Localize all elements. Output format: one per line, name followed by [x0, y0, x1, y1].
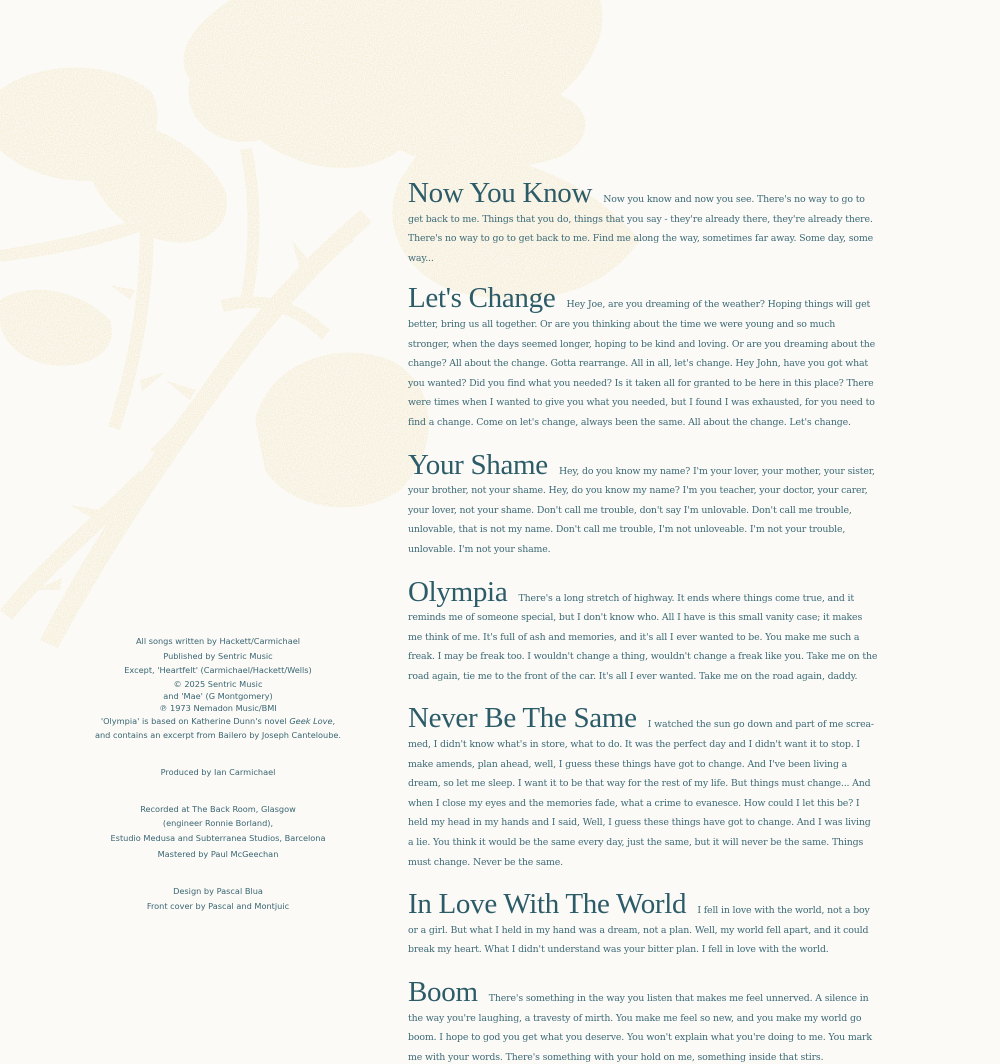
credit-mastered: Mastered by Paul McGeechan — [157, 849, 279, 860]
song-title: Boom — [408, 976, 478, 1008]
credit-bailero: and contains an excerpt from Bailero by Joseph Canteloube. — [94, 730, 342, 741]
credit-olympia-comma: , — [332, 715, 336, 726]
credit-copyright: © 2025 Sentric Music — [173, 678, 263, 689]
song-lyrics: Hey Joe, are you dreaming of the weather? Hoping things will get better, bring us all together. Or are you thinking about the time we were young and so much stronger, when the days seemed longer, hoping to be kind and loving. Or are you dreaming about the change? All about the change. Gotta rearrange. All in all, let's change. Hey John, have you got what you wanted? Did you find what you needed? Is it taken all for granted to be here in this place? There were times when I wanted to give you what you needed, but I found I was exhausted, for you need to find a change. Come on let's change, always been the same. All about the change. Let's change. — [408, 299, 876, 428]
song-lyrics: There's a long stretch of highway. It ends where things come true, and it reminds me of someone special, but I don't know who. All I have is this small vanity case; it makes me think of me. It's full of ash and memories, and it's all I ever wanted to be. You make me such a freak. I may be freak too. I wouldn't change a thing, wouldn't change a freak like you. Take me on the road again, tie me to the front of the car. It's all I ever wanted. Take me on the road again, daddy. — [408, 592, 878, 682]
credit-cover: Front cover by Pascal and Montjuic — [146, 900, 290, 911]
song-title: Olympia — [408, 575, 508, 608]
song-lyrics: I watched the sun go down and part of me screa-med, I didn't know what's in store, what to do. It was the perfect day and I didn't want it to stop. I make amends, plan ahead, well, I guess these things have got to change. And I've been living a dream, so let me sleep. I want it to be that way for the rest of my life. But things must change... And when I close my eyes and the memories fade, what a crime to evanesce. How could I let this be? I held my head in my hands and I said, Well, I guess these things have got to change. And I was living a lie. You think it would be the same every day, just the same, but it will never be the same. Things must change. Never be the same. — [408, 719, 874, 868]
lyrics-column — [408, 177, 878, 1064]
song-lyrics: I fell in love with the world, not a boy or a girl. But what I held in my hand was a dream, not a plan. Well, my world fell apart, and it could break my heart. What I didn't understand was your bitter plan. I fell in love with the world. — [408, 905, 870, 956]
song-title: Now You Know — [408, 177, 593, 209]
song-lyrics: Now you know and now you see. There's no way to go to get back to me. Things that you do, things that you say - they're already there, they're already there. There's no way to go to get back to me. Find me along the way, sometimes far away. Some day, some way... — [408, 194, 873, 264]
song-title: Never Be The Same — [408, 702, 637, 735]
credit-recorded: Recorded at The Back Room, Glasgow — [140, 803, 296, 814]
credit-mae: and 'Mae' (G Montgomery) — [163, 690, 273, 701]
song-title: Your Shame — [408, 448, 548, 481]
credit-produced: Produced by Ian Carmichael — [160, 766, 276, 777]
credit-studios: Estudio Medusa and Subterranea Studios, Barcelona — [110, 832, 326, 843]
credit-design: Design by Pascal Blua — [173, 885, 263, 896]
song-never-be-the-same — [408, 702, 878, 869]
credit-olympia — [88, 714, 348, 729]
album-credits — [88, 634, 348, 913]
song-lyrics: Hey, do you know my name? I'm your lover, your mother, your sister, your brother, not your shame. Hey, do you know my name? I'm you teacher, your doctor, your carer, your lover, not your shame. Don't call me trouble, don't say I'm unlovable. Don't call me trouble, unlovable, that is not my name. Don't call me trouble, I'm not unloveable. I'm not your trouble, unlovable. I'm not your shame. — [408, 465, 875, 555]
song-title: In Love With The World — [408, 888, 687, 921]
song-now-you-know — [408, 177, 878, 265]
song-boom — [408, 976, 878, 1064]
song-olympia — [408, 575, 878, 684]
credit-published: Published by Sentric Music — [163, 650, 273, 661]
song-your-shame — [408, 448, 878, 557]
credit-written: All songs written by Hackett/Carmichael — [135, 636, 301, 646]
song-lets-change — [408, 282, 878, 429]
song-in-love-with-the-world — [408, 888, 878, 957]
credit-phonogram: ℗ 1973 Nemadon Music/BMI — [159, 702, 277, 713]
credit-olympia-text: 'Olympia' is based on Katherine Dunn's novel — [100, 715, 290, 726]
credit-except: Except, 'Heartfelt' (Carmichael/Hackett/Wells) — [124, 665, 312, 676]
credit-novel-title: Geek Love — [289, 715, 333, 726]
song-title: Let's Change — [408, 282, 556, 315]
credit-engineer: (engineer Ronnie Borland), — [162, 818, 274, 829]
song-lyrics: There's something in the way you listen that makes me feel unnerved. A silence in the way you're laughing, a travesty of mirth. You make me feel so new, and you make my world go boom. I hope to god you get what you deserve. You won't explain what you're doing to me. You mark me with your words. There's something with your hold on me, something inside that stirs. — [408, 993, 872, 1063]
